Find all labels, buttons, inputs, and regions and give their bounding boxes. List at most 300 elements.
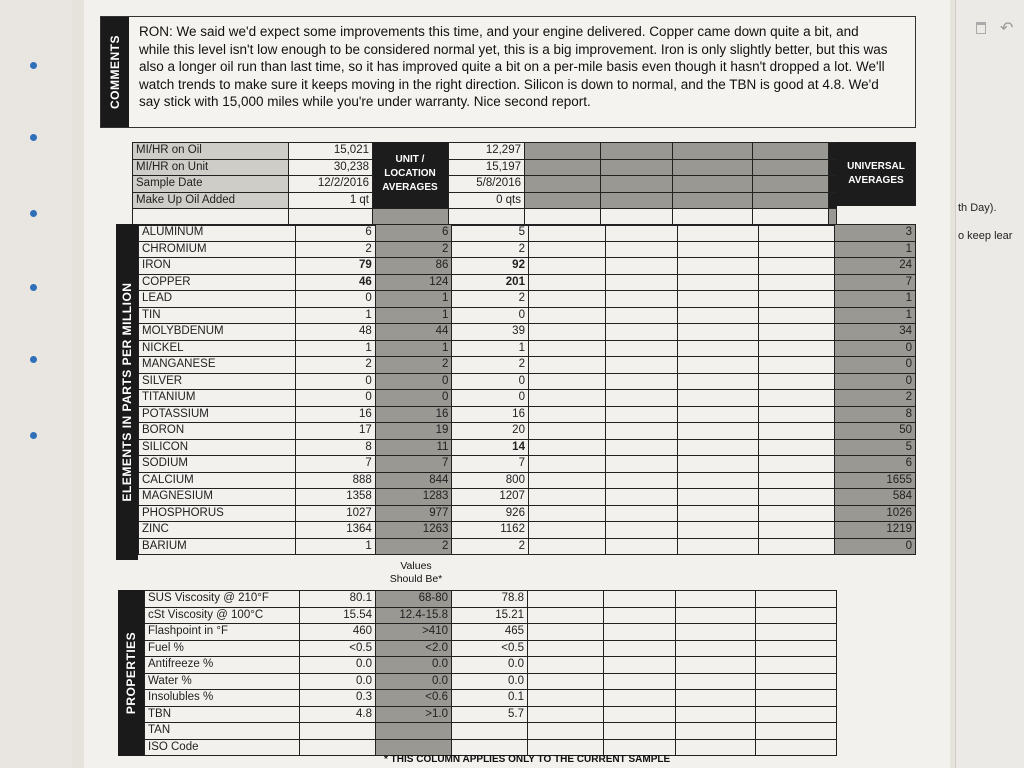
current-value: 1027: [296, 505, 376, 522]
empty-cell: [678, 456, 759, 473]
element-name: TITANIUM: [139, 390, 296, 407]
table-row: [139, 274, 916, 291]
empty-cell: [604, 690, 676, 707]
current-value: 2: [296, 241, 376, 258]
element-name: SODIUM: [139, 456, 296, 473]
empty-cell: [758, 456, 835, 473]
table-row: [145, 591, 837, 608]
empty-cell: [605, 538, 678, 555]
previous-value: 78.8: [452, 591, 528, 608]
should-be-value: <0.6: [376, 690, 452, 707]
trash-icon[interactable]: [976, 22, 986, 34]
universal-average-value: 0: [835, 538, 916, 555]
current-value: [300, 739, 376, 756]
element-name: MAGNESIUM: [139, 489, 296, 506]
property-name: ISO Code: [145, 739, 300, 756]
should-be-value: 0.0: [376, 673, 452, 690]
current-value: 1: [296, 307, 376, 324]
table-row: [133, 209, 837, 226]
empty-cell: [756, 607, 837, 624]
empty-cell: [289, 209, 373, 226]
universal-average-value: 24: [835, 258, 916, 275]
should-be-value: 0.0: [376, 657, 452, 674]
element-name: BARIUM: [139, 538, 296, 555]
previous-value: 1: [452, 340, 529, 357]
table-row: [145, 657, 837, 674]
current-value: 46: [296, 274, 376, 291]
empty-cell: [758, 274, 835, 291]
empty-cell: [605, 373, 678, 390]
unit-average-value: 0: [375, 390, 452, 407]
empty-cell: [528, 340, 605, 357]
empty-cell: [528, 640, 604, 657]
previous-value: 14: [452, 439, 529, 456]
previous-value: 15.21: [452, 607, 528, 624]
empty-cell: [678, 423, 759, 440]
empty-cell: [758, 472, 835, 489]
table-row: [139, 456, 916, 473]
empty-cell: [676, 624, 756, 641]
table-row: [145, 723, 837, 740]
current-value: 79: [296, 258, 376, 275]
empty-cell: [676, 690, 756, 707]
current-value: 6: [296, 225, 376, 242]
previous-value: 0: [452, 307, 529, 324]
empty-cell: [373, 209, 449, 226]
elements-label: ELEMENTS IN PARTS PER MILLION: [116, 224, 138, 560]
table-row: [139, 258, 916, 275]
universal-average-value: 1655: [835, 472, 916, 489]
properties-label: PROPERTIES: [118, 590, 144, 756]
current-value: 15.54: [300, 607, 376, 624]
empty-cell: [605, 505, 678, 522]
should-be-value: <2.0: [376, 640, 452, 657]
empty-cell: [449, 209, 525, 226]
empty-cell: [756, 640, 837, 657]
table-row: [133, 176, 837, 193]
empty-cell: [758, 225, 835, 242]
empty-cell: [528, 390, 605, 407]
values-should-be-note: Values Should Be*: [389, 560, 443, 585]
comments-box: [100, 16, 916, 128]
universal-average-value: 8: [835, 406, 916, 423]
current-value: 1: [296, 340, 376, 357]
element-name: ZINC: [139, 522, 296, 539]
unit-average-value: 1: [375, 307, 452, 324]
empty-cell: [753, 176, 829, 193]
previous-value: 2: [452, 538, 529, 555]
empty-cell: [528, 489, 605, 506]
unit-average-value: 1263: [375, 522, 452, 539]
unit-average-value: 1: [375, 340, 452, 357]
empty-cell: [678, 307, 759, 324]
comments-text: RON: We said we'd expect some improvements this time, and your engine delivered. Copper came down quite a bit, and while this level isn't low enough to be considered normal yet, this is a big improvement. Iron is only slightly better, but this was also a longer oil run than last time, so it has improved quite a bit on a per-mile basis even though it hasn't dropped a lot. We'll watch trends to make sure it keeps moving in the right direction. Silicon is down to normal, and the TBN is good at 4.8. We'd say stick with 15,000 miles while you're under warranty. Nice second report.: [139, 24, 888, 110]
empty-cell: [528, 706, 604, 723]
empty-cell: [605, 406, 678, 423]
element-name: SILICON: [139, 439, 296, 456]
table-row: [145, 690, 837, 707]
table-row: [139, 522, 916, 539]
empty-cell: [678, 274, 759, 291]
empty-cell: [678, 340, 759, 357]
unit-average-value: 16: [375, 406, 452, 423]
property-name: Water %: [145, 673, 300, 690]
empty-cell: [605, 439, 678, 456]
empty-cell: [829, 209, 837, 226]
element-name: MANGANESE: [139, 357, 296, 374]
previous-value: [452, 723, 528, 740]
empty-cell: [756, 673, 837, 690]
empty-cell: [676, 706, 756, 723]
previous-value: 92: [452, 258, 529, 275]
current-value: 0.0: [300, 657, 376, 674]
empty-cell: [678, 390, 759, 407]
empty-cell: [678, 324, 759, 341]
empty-cell: [528, 456, 605, 473]
empty-cell: [604, 607, 676, 624]
empty-cell: [605, 357, 678, 374]
empty-cell: [678, 406, 759, 423]
empty-cell: [604, 723, 676, 740]
current-value: 1 qt: [289, 192, 373, 209]
empty-cell: [604, 640, 676, 657]
empty-cell: [758, 291, 835, 308]
empty-cell: [605, 390, 678, 407]
universal-average-value: 1026: [835, 505, 916, 522]
empty-cell: [528, 357, 605, 374]
current-value: 30,238: [289, 159, 373, 176]
empty-cell: [528, 472, 605, 489]
previous-value: 16: [452, 406, 529, 423]
empty-cell: [604, 706, 676, 723]
empty-cell: [758, 307, 835, 324]
table-row: [145, 624, 837, 641]
empty-cell: [676, 640, 756, 657]
reply-icon[interactable]: ↶: [1000, 20, 1014, 37]
previous-value: 0 qts: [449, 192, 525, 209]
universal-average-value: 5: [835, 439, 916, 456]
universal-average-value: 50: [835, 423, 916, 440]
empty-cell: [676, 673, 756, 690]
unit-average-value: 86: [375, 258, 452, 275]
previous-value: 0: [452, 390, 529, 407]
empty-cell: [528, 607, 604, 624]
element-name: BORON: [139, 423, 296, 440]
previous-value: 1162: [452, 522, 529, 539]
previous-value: 0: [452, 373, 529, 390]
empty-cell: [756, 739, 837, 756]
unread-dot-icon: [30, 62, 37, 69]
property-name: Insolubles %: [145, 690, 300, 707]
unit-average-value: 124: [375, 274, 452, 291]
element-name: CHROMIUM: [139, 241, 296, 258]
right-panel: [955, 0, 1024, 768]
previous-value: 2: [452, 241, 529, 258]
empty-cell: [678, 505, 759, 522]
empty-cell: [758, 538, 835, 555]
empty-cell: [605, 241, 678, 258]
table-row: [139, 241, 916, 258]
empty-cell: [528, 258, 605, 275]
previous-value: 5: [452, 225, 529, 242]
empty-cell: [678, 373, 759, 390]
row-label: MI/HR on Unit: [133, 159, 289, 176]
unit-average-value: 2: [375, 357, 452, 374]
empty-cell: [601, 192, 673, 209]
empty-cell: [528, 324, 605, 341]
table-row: [139, 538, 916, 555]
empty-cell: [673, 143, 753, 160]
property-name: SUS Viscosity @ 210°F: [145, 591, 300, 608]
unit-average-value: 11: [375, 439, 452, 456]
empty-cell: [758, 357, 835, 374]
current-value: 460: [300, 624, 376, 641]
empty-cell: [753, 209, 829, 226]
current-value: [300, 723, 376, 740]
empty-cell: [678, 472, 759, 489]
empty-cell: [605, 258, 678, 275]
empty-cell: [756, 591, 837, 608]
empty-cell: [604, 673, 676, 690]
empty-cell: [676, 723, 756, 740]
should-be-value: [376, 723, 452, 740]
unit-average-value: 44: [375, 324, 452, 341]
previous-value: 12,297: [449, 143, 525, 160]
footnote: * THIS COLUMN APPLIES ONLY TO THE CURRENT SAMPLE: [384, 754, 671, 765]
empty-cell: [753, 143, 829, 160]
table-row: [139, 291, 916, 308]
element-name: PHOSPHORUS: [139, 505, 296, 522]
empty-cell: [673, 192, 753, 209]
element-name: POTASSIUM: [139, 406, 296, 423]
table-row: [139, 390, 916, 407]
unit-average-value: 977: [375, 505, 452, 522]
previous-value: 5.7: [452, 706, 528, 723]
universal-average-value: 0: [835, 340, 916, 357]
empty-cell: [525, 159, 601, 176]
previous-value: 0.0: [452, 673, 528, 690]
property-name: cSt Viscosity @ 100°C: [145, 607, 300, 624]
unread-dot-icon: [30, 356, 37, 363]
row-label: Make Up Oil Added: [133, 192, 289, 209]
unit-average-value: 19: [375, 423, 452, 440]
empty-cell: [528, 505, 605, 522]
empty-cell: [528, 657, 604, 674]
empty-cell: [528, 406, 605, 423]
current-value: <0.5: [300, 640, 376, 657]
table-row: [139, 324, 916, 341]
empty-cell: [678, 258, 759, 275]
empty-cell: [525, 209, 601, 226]
current-value: 0: [296, 291, 376, 308]
unit-average-value: 0: [375, 373, 452, 390]
empty-cell: [758, 489, 835, 506]
current-value: 16: [296, 406, 376, 423]
current-value: 0.0: [300, 673, 376, 690]
empty-cell: [605, 522, 678, 539]
previous-value: 201: [452, 274, 529, 291]
empty-cell: [528, 291, 605, 308]
current-value: 8: [296, 439, 376, 456]
message-snippet: th Day).: [958, 202, 997, 214]
empty-cell: [525, 192, 601, 209]
universal-average-value: 6: [835, 456, 916, 473]
empty-cell: [605, 324, 678, 341]
empty-cell: [133, 209, 289, 226]
empty-cell: [678, 489, 759, 506]
table-row: [145, 640, 837, 657]
unit-average-value: 2: [375, 241, 452, 258]
table-row: [139, 406, 916, 423]
current-value: 15,021: [289, 143, 373, 160]
empty-cell: [605, 274, 678, 291]
empty-cell: [528, 307, 605, 324]
previous-value: 926: [452, 505, 529, 522]
empty-cell: [678, 225, 759, 242]
element-name: IRON: [139, 258, 296, 275]
empty-cell: [528, 538, 605, 555]
empty-cell: [756, 690, 837, 707]
empty-cell: [758, 406, 835, 423]
empty-cell: [528, 274, 605, 291]
empty-cell: [528, 690, 604, 707]
table-row: [139, 225, 916, 242]
empty-cell: [678, 522, 759, 539]
unread-dot-icon: [30, 210, 37, 217]
empty-cell: [528, 591, 604, 608]
previous-value: 1207: [452, 489, 529, 506]
should-be-value: >410: [376, 624, 452, 641]
properties-table: [144, 590, 837, 756]
universal-average-value: 1: [835, 241, 916, 258]
universal-average-value: 0: [835, 357, 916, 374]
current-value: 0: [296, 390, 376, 407]
table-row: [133, 159, 837, 176]
unit-average-value: 7: [375, 456, 452, 473]
current-value: 48: [296, 324, 376, 341]
empty-cell: [678, 241, 759, 258]
empty-cell: [758, 423, 835, 440]
previous-value: 0.1: [452, 690, 528, 707]
current-value: 7: [296, 456, 376, 473]
table-row: [139, 489, 916, 506]
empty-cell: [601, 176, 673, 193]
comments-label: COMMENTS: [101, 17, 129, 127]
empty-cell: [605, 489, 678, 506]
empty-cell: [676, 657, 756, 674]
empty-cell: [605, 340, 678, 357]
universal-average-value: 3: [835, 225, 916, 242]
should-be-value: >1.0: [376, 706, 452, 723]
should-be-value: 12.4-15.8: [376, 607, 452, 624]
unread-dot-icon: [30, 134, 37, 141]
left-panel: [0, 0, 72, 768]
empty-cell: [601, 143, 673, 160]
empty-cell: [758, 340, 835, 357]
empty-cell: [528, 373, 605, 390]
unit-average-value: 1: [375, 291, 452, 308]
table-row: [133, 143, 837, 160]
empty-cell: [673, 159, 753, 176]
previous-value: 800: [452, 472, 529, 489]
empty-cell: [605, 456, 678, 473]
element-name: NICKEL: [139, 340, 296, 357]
unit-location-averages-header: UNIT / LOCATION AVERAGES: [373, 142, 447, 206]
table-row: [145, 706, 837, 723]
previous-value: 2: [452, 291, 529, 308]
element-name: SILVER: [139, 373, 296, 390]
empty-cell: [528, 439, 605, 456]
table-row: [139, 505, 916, 522]
empty-cell: [676, 591, 756, 608]
current-value: 17: [296, 423, 376, 440]
unread-dot-icon: [30, 284, 37, 291]
previous-value: 5/8/2016: [449, 176, 525, 193]
current-value: 888: [296, 472, 376, 489]
current-value: 2: [296, 357, 376, 374]
current-value: 80.1: [300, 591, 376, 608]
empty-cell: [528, 423, 605, 440]
empty-cell: [601, 159, 673, 176]
empty-cell: [758, 258, 835, 275]
table-row: [139, 357, 916, 374]
empty-cell: [605, 225, 678, 242]
empty-cell: [758, 505, 835, 522]
empty-cell: [604, 657, 676, 674]
element-name: LEAD: [139, 291, 296, 308]
element-name: TIN: [139, 307, 296, 324]
previous-value: 7: [452, 456, 529, 473]
empty-cell: [758, 241, 835, 258]
property-name: Antifreeze %: [145, 657, 300, 674]
empty-cell: [676, 739, 756, 756]
message-snippet: o keep lear: [958, 230, 1013, 242]
table-row: [139, 439, 916, 456]
sample-info-table: [132, 142, 837, 226]
current-value: 0: [296, 373, 376, 390]
universal-average-value: 1: [835, 307, 916, 324]
empty-cell: [676, 607, 756, 624]
empty-cell: [753, 159, 829, 176]
element-name: ALUMINUM: [139, 225, 296, 242]
previous-value: 39: [452, 324, 529, 341]
empty-cell: [756, 723, 837, 740]
current-value: 0.3: [300, 690, 376, 707]
element-name: MOLYBDENUM: [139, 324, 296, 341]
universal-average-value: 0: [835, 373, 916, 390]
unit-average-value: 844: [375, 472, 452, 489]
previous-value: 465: [452, 624, 528, 641]
previous-value: 2: [452, 357, 529, 374]
empty-cell: [673, 209, 753, 226]
table-row: [139, 340, 916, 357]
empty-cell: [758, 522, 835, 539]
table-row: [145, 673, 837, 690]
element-name: CALCIUM: [139, 472, 296, 489]
previous-value: 0.0: [452, 657, 528, 674]
empty-cell: [605, 423, 678, 440]
empty-cell: [528, 624, 604, 641]
table-row: [145, 607, 837, 624]
empty-cell: [678, 357, 759, 374]
previous-value: 20: [452, 423, 529, 440]
current-value: 4.8: [300, 706, 376, 723]
universal-averages-header: UNIVERSAL AVERAGES: [836, 142, 916, 206]
empty-cell: [605, 307, 678, 324]
empty-cell: [758, 324, 835, 341]
empty-cell: [758, 439, 835, 456]
elements-table: [138, 224, 916, 555]
